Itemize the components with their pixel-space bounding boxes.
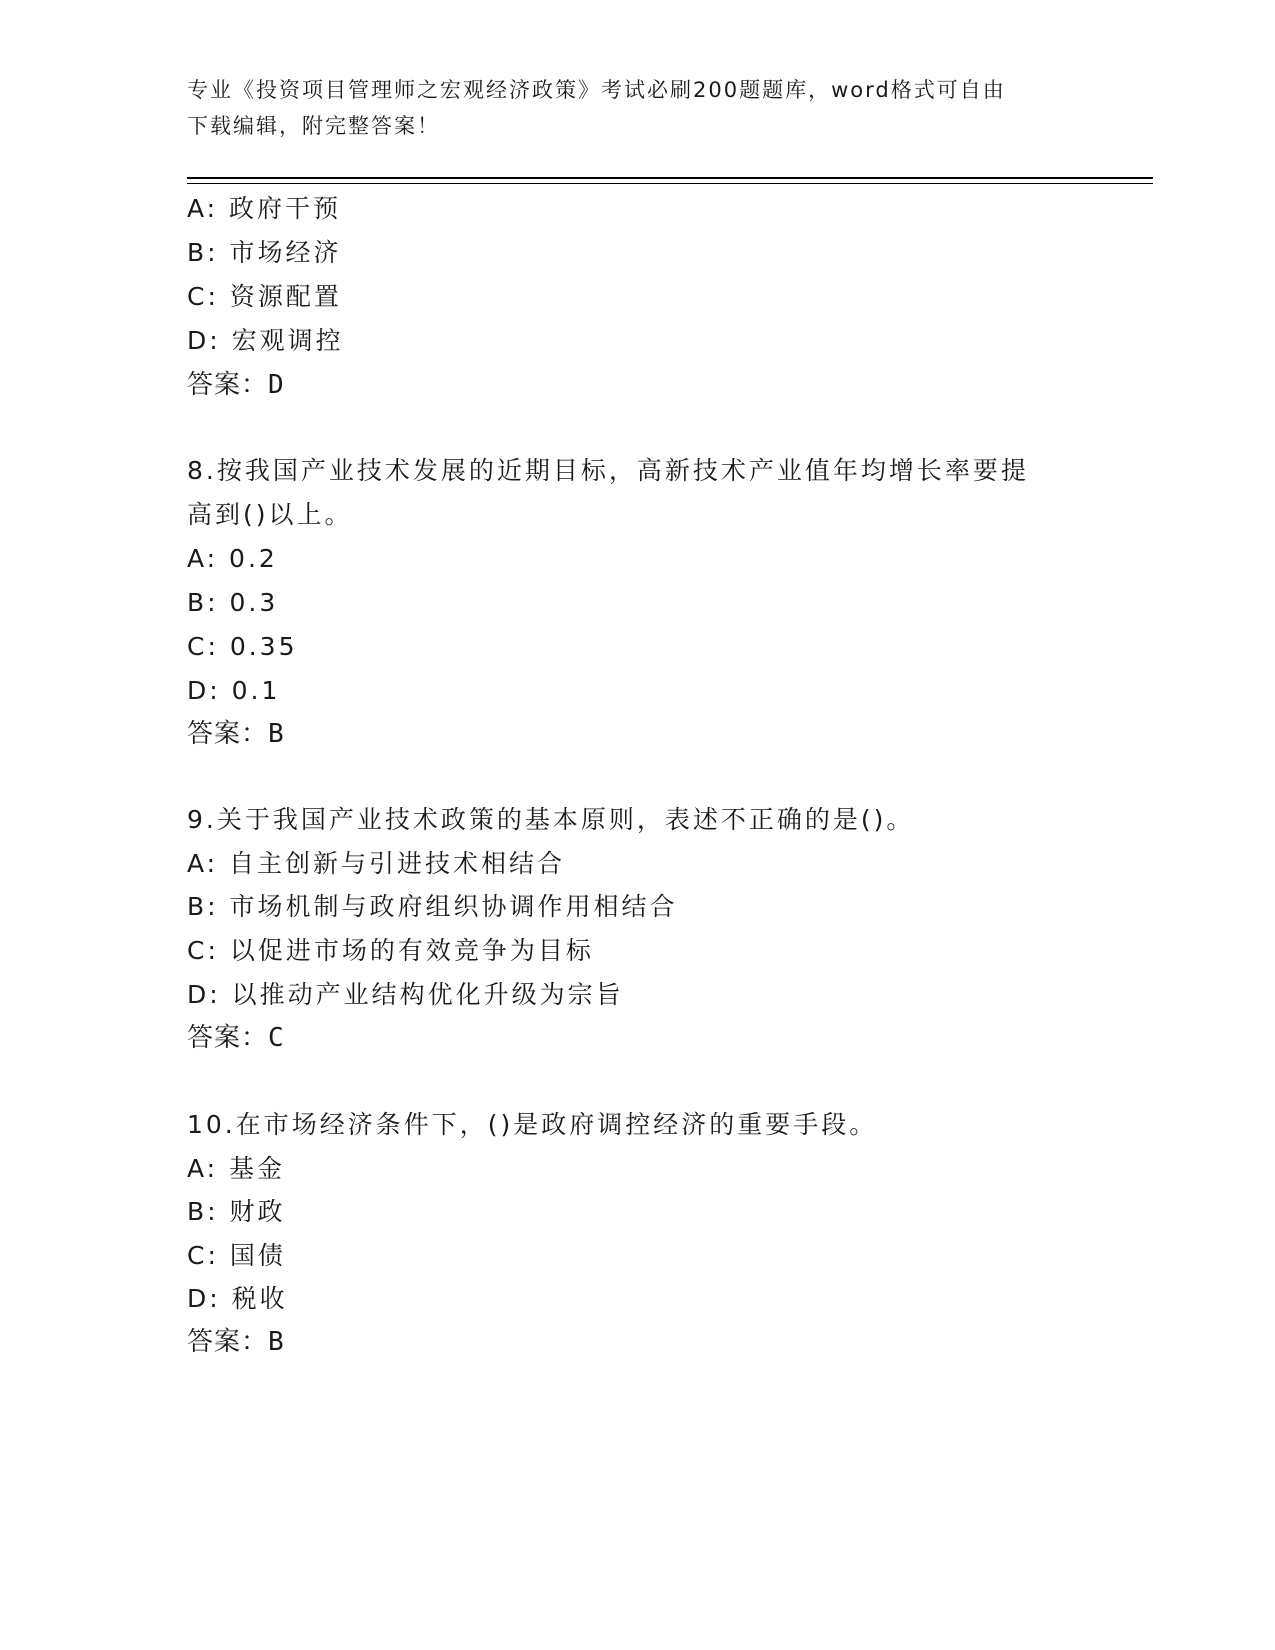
q8-stem-line-2: 高到()以上。 <box>187 500 353 529</box>
q7-option-a: A: 政府干预 <box>187 194 342 223</box>
q10-option-c: C: 国债 <box>187 1241 286 1270</box>
q9-answer <box>187 1022 285 1054</box>
answer-value: B <box>268 719 285 749</box>
answer-label: 答案： <box>187 719 269 749</box>
q10-answer <box>187 1326 285 1358</box>
q10-stem-line-1: 10.在市场经济条件下，()是政府调控经济的重要手段。 <box>187 1110 878 1139</box>
answer-label: 答案： <box>187 1327 269 1357</box>
q7-option-d: D: 宏观调控 <box>187 326 344 355</box>
answer-value: C <box>268 1023 285 1053</box>
q7-option-c: C: 资源配置 <box>187 282 342 311</box>
q10-option-a: A: 基金 <box>187 1154 286 1183</box>
header-line-1: 专业《投资项目管理师之宏观经济政策》考试必刷200题题库，word格式可自由 <box>187 78 1006 102</box>
header-rule-thick <box>187 177 1153 179</box>
q8-option-a: A: 0.2 <box>187 544 278 573</box>
q9-option-b: B: 市场机制与政府组织协调作用相结合 <box>187 892 678 921</box>
q9-option-c: C: 以促进市场的有效竞争为目标 <box>187 936 594 965</box>
answer-label: 答案： <box>187 1023 269 1053</box>
q9-option-d: D: 以推动产业结构优化升级为宗旨 <box>187 980 624 1009</box>
answer-label: 答案： <box>187 370 269 400</box>
q8-option-c: C: 0.35 <box>187 632 298 661</box>
header-rule-thin <box>187 183 1153 184</box>
q10-option-d: D: 税收 <box>187 1284 288 1313</box>
answer-value: B <box>268 1327 285 1357</box>
q8-stem-line-1: 8.按我国产业技术发展的近期目标，高新技术产业值年均增长率要提 <box>187 456 1029 485</box>
q9-stem-line-1: 9.关于我国产业技术政策的基本原则，表述不正确的是()。 <box>187 805 915 834</box>
q8-option-d: D: 0.1 <box>187 676 281 705</box>
q9-option-a: A: 自主创新与引进技术相结合 <box>187 849 566 878</box>
q8-option-b: B: 0.3 <box>187 588 279 617</box>
q7-answer <box>187 369 285 401</box>
q8-answer <box>187 718 285 750</box>
q7-option-b: B: 市场经济 <box>187 238 342 267</box>
q10-option-b: B: 财政 <box>187 1197 286 1226</box>
document-header <box>187 72 1067 144</box>
answer-value: D <box>268 370 285 400</box>
header-line-2: 下载编辑，附完整答案！ <box>187 114 440 138</box>
